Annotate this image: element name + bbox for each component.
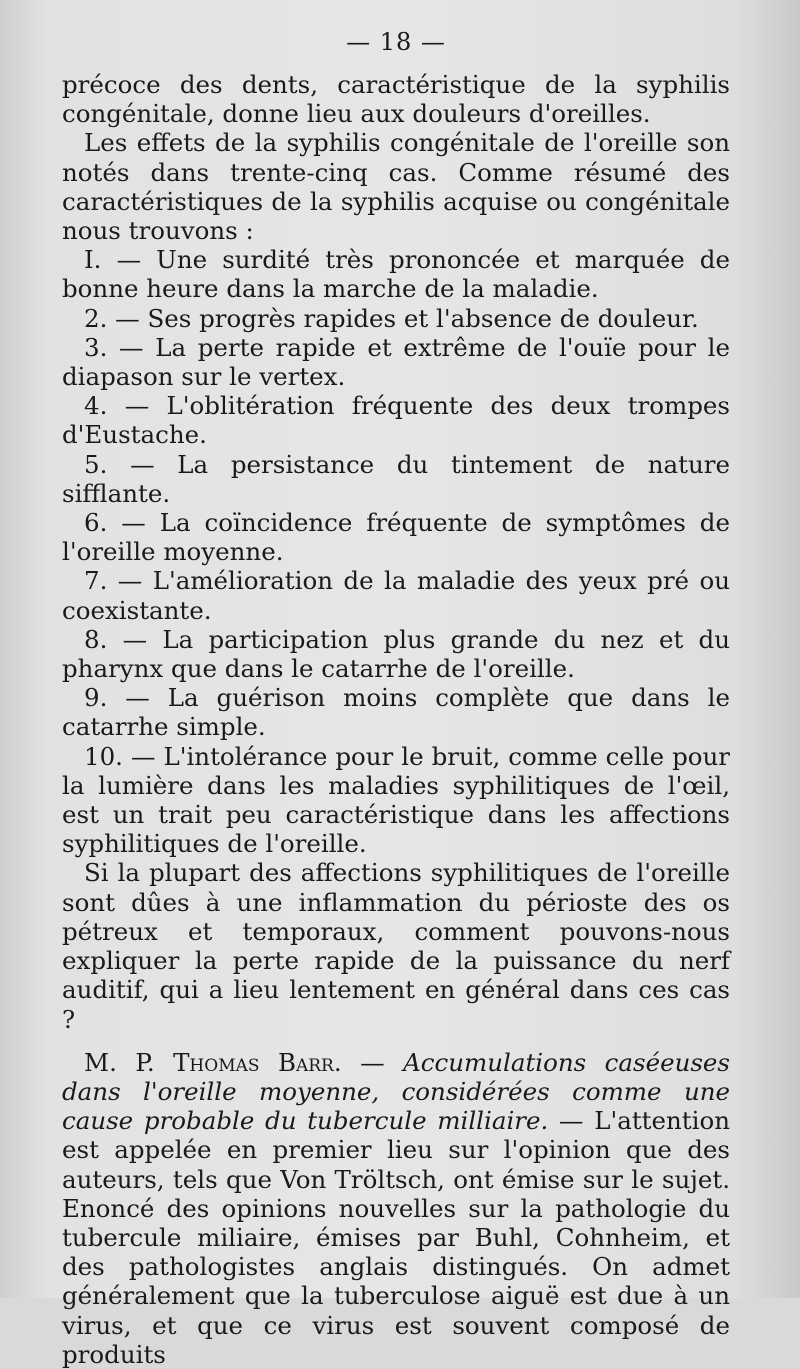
paragraph-summary-intro: Les effets de la syphilis congénitale de l'oreille son notés dans trente-cinq cas. Comme résumé des caractéristiques de la syphilis acquise ou congénitale nous trouvons : xyxy=(62,128,730,246)
section-title: Accumulations caséeuses dans l'oreille moyenne, considérées comme une cause probable du tubercule milliaire. xyxy=(62,1047,731,1136)
paragraph-question: Si la plupart des affections syphilitiques de l'oreille sont dûes à une inflammation du périoste des os pétreux et temporaux, comment pouvons-nous expliquer la perte rapide de la puissance du nerf auditif, qui a lieu lentement en général dans ces cas ? xyxy=(62,858,730,1034)
section-author: M. P. Thomas Barr. xyxy=(84,1047,342,1077)
section-body: — L'attention est appelée en premier lieu sur l'opinion que des auteurs, tels que Von Tröltsch, ont émise sur le sujet. Enoncé des opinions nouvelles sur la pathologie du tubercule miliaire, émises par Buhl, Cohnheim, et des pathologistes anglais distingués. On admet généralement que la tuberculose aiguë est due à un virus, et que ce virus est souvent composé de produits xyxy=(62,1106,730,1369)
list-item: 9. — La guérison moins complète que dans le catarrhe simple. xyxy=(62,683,730,742)
list-item: 10. — L'intolérance pour le bruit, comme celle pour la lumière dans les maladies syphilitiques de l'œil, est un trait peu caractéristique dans les affections syphilitiques de l'oreille. xyxy=(62,741,730,859)
characteristics-list xyxy=(62,245,730,858)
page-body xyxy=(62,70,730,1369)
section-entry xyxy=(62,1048,730,1369)
list-item: 5. — La persistance du tintement de nature sifflante. xyxy=(62,449,730,508)
list-item: I. — Une surdité très prononcée et marquée de bonne heure dans la marche de la maladie. xyxy=(62,245,730,304)
list-item: 6. — La coïncidence fréquente de symptômes de l'oreille moyenne. xyxy=(62,508,730,567)
section-dash: — xyxy=(341,1047,404,1077)
section-gap xyxy=(62,1034,730,1048)
page-number: — 18 — xyxy=(346,28,446,56)
list-item: 4. — L'oblitération fréquente des deux trompes d'Eustache. xyxy=(62,391,730,450)
list-item: 3. — La perte rapide et extrême de l'ouïe pour le diapason sur le vertex. xyxy=(62,332,730,392)
list-item: 2. — Ses progrès rapides et l'absence de douleur. xyxy=(84,303,699,333)
paragraph-continuation: précoce des dents, caractéristique de la syphilis congénitale, donne lieu aux douleurs d'oreilles. xyxy=(62,70,730,129)
list-item: 8. — La participation plus grande du nez et du pharynx que dans le catarrhe de l'oreille. xyxy=(62,624,730,684)
list-item: 7. — L'amélioration de la maladie des yeux pré ou coexistante. xyxy=(62,566,730,625)
